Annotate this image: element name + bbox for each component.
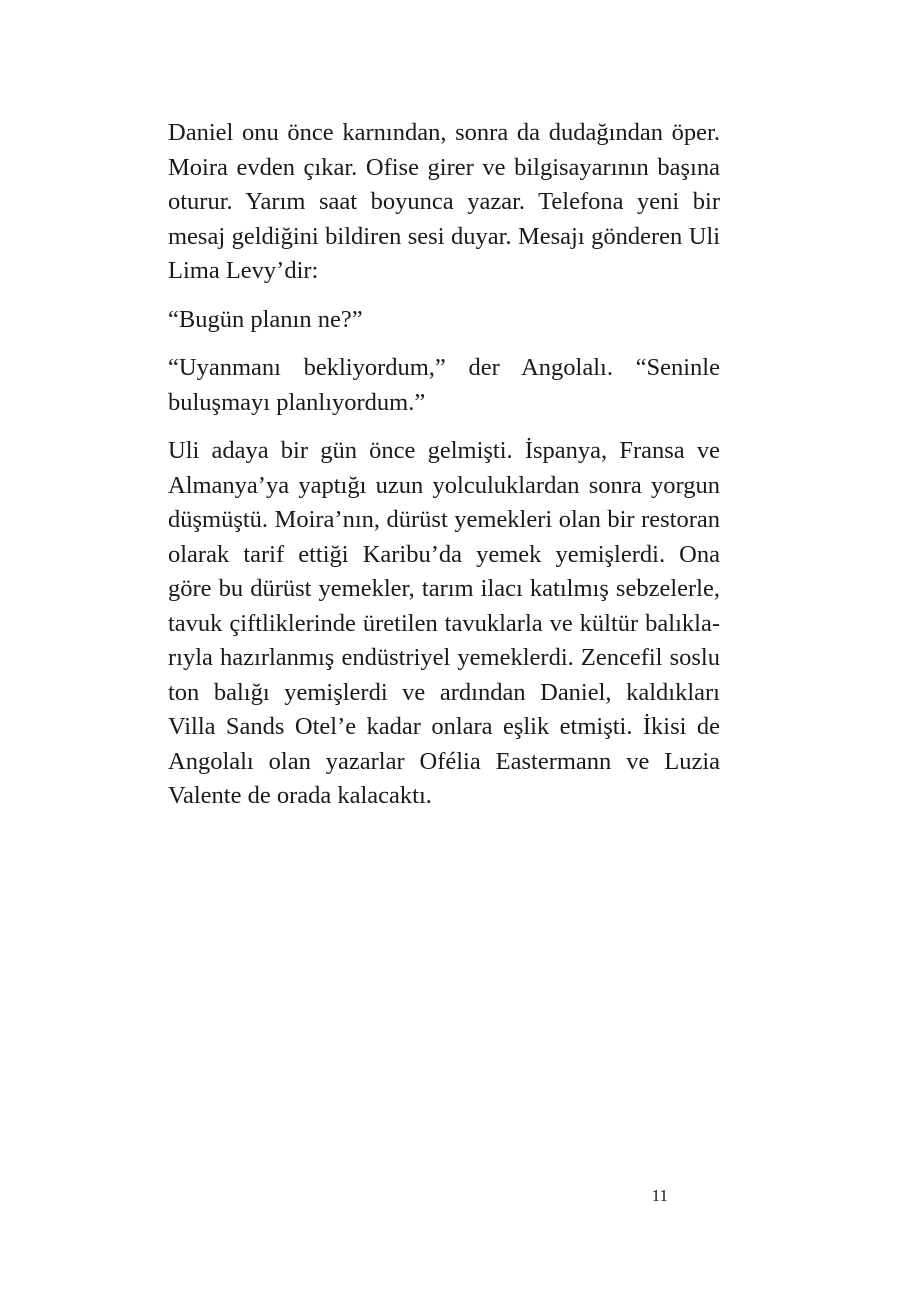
paragraph-3: “Uyanmanı bekliyordum,” der Angolalı. “Seninle buluşmayı planlıyordum.”: [168, 354, 720, 416]
body-text: [168, 116, 720, 828]
page-number: 11: [651, 1186, 668, 1205]
paragraph-2: “Bugün planın ne?”: [168, 305, 363, 333]
paragraph-4: Uli adaya bir gün önce gelmişti. İspanya, Fransa ve Almanya’ya yaptığı uzun yolculuklardan sonra yorgun düşmüştü. Moira’nın, dürüst yemekleri olan bir restoran olarak tarif ettiği Karibu’da yemek yemişlerdi. Ona göre bu dürüst yemekler, tarım ilacı katılmış sebzelerle, tavuk çiftliklerinde üretilen tavuklarla ve kültür balıklarıyla hazırlanmış endüstriyel yemeklerdi. Zencefil soslu ton balığı yemişlerdi ve ardından Daniel, kaldıkları Villa Sands Otel’e kadar onlara eşlik etmişti. İkisi de Angolalı olan yazarlar Ofélia Eastermann ve Luzia Valente de orada kalacaktı.: [168, 437, 720, 809]
paragraph-1: Daniel onu önce karnından, sonra da dudağından öper. Moira evden çıkar. Ofise girer ve bilgisayarının başına oturur. Yarım saat boyunca yazar. Telefona yeni bir mesaj geldiğini bildiren sesi duyar. Mesajı gönderen Uli Lima Levy’dir:: [168, 119, 720, 284]
